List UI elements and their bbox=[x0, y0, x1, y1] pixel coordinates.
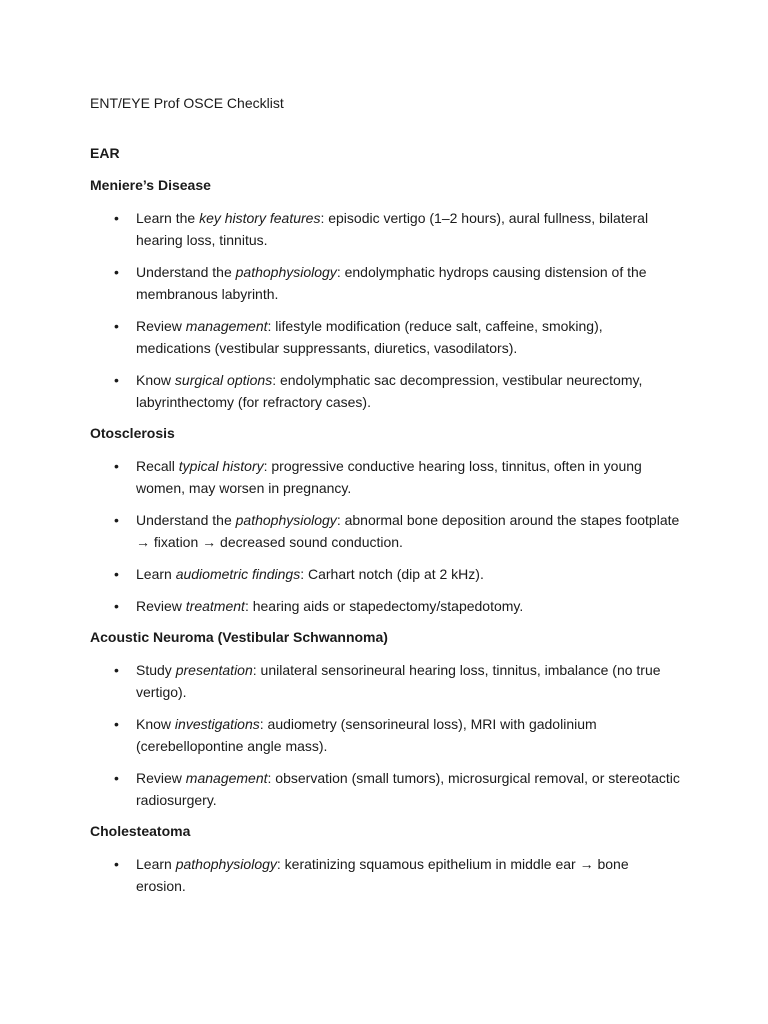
document-title: ENT/EYE Prof OSCE Checklist bbox=[90, 95, 284, 111]
bullet-icon: • bbox=[114, 512, 119, 528]
list-item: • Understand the pathophysiology: endolymphatic hydrops causing distension of the membranous labyrinth. bbox=[90, 261, 681, 305]
list-item: • Learn pathophysiology: keratinizing squamous epithelium in middle ear → bone erosion. bbox=[90, 853, 681, 897]
bullet-icon: • bbox=[114, 716, 119, 732]
bullet-icon: • bbox=[114, 372, 119, 388]
subsection-cholesteatoma bbox=[90, 821, 690, 897]
list-item: • Study presentation: unilateral sensorineural hearing loss, tinnitus, imbalance (no true vertigo). bbox=[90, 659, 681, 703]
section-title-ear: EAR bbox=[90, 145, 120, 161]
checklist bbox=[90, 207, 690, 413]
checklist bbox=[90, 455, 690, 617]
subsection-otosclerosis bbox=[90, 423, 690, 617]
bullet-icon: • bbox=[114, 318, 119, 334]
bullet-icon: • bbox=[114, 770, 119, 786]
bullet-icon: • bbox=[114, 856, 119, 872]
bullet-icon: • bbox=[114, 662, 119, 678]
list-item: • Review management: observation (small tumors), microsurgical removal, or stereotactic radiosurgery. bbox=[90, 767, 681, 811]
subsection-title: Otosclerosis bbox=[90, 425, 175, 441]
bullet-icon: • bbox=[114, 598, 119, 614]
subsection-title: Acoustic Neuroma (Vestibular Schwannoma) bbox=[90, 629, 388, 645]
list-item: • Know investigations: audiometry (sensorineural loss), MRI with gadolinium (cerebellopontine angle mass). bbox=[90, 713, 681, 757]
list-item: • Review treatment: hearing aids or stapedectomy/stapedotomy. bbox=[90, 595, 681, 617]
document-page bbox=[90, 93, 690, 907]
checklist bbox=[90, 659, 690, 811]
list-item: • Understand the pathophysiology: abnormal bone deposition around the stapes footplate → fixation → decreased sound conduction. bbox=[90, 509, 681, 553]
list-item: • Recall typical history: progressive conductive hearing loss, tinnitus, often in young women, may worsen in pregnancy. bbox=[90, 455, 681, 499]
subsection-title: Meniere’s Disease bbox=[90, 177, 211, 193]
list-item: • Learn audiometric findings: Carhart notch (dip at 2 kHz). bbox=[90, 563, 681, 585]
subsection-acoustic-neuroma bbox=[90, 627, 690, 811]
list-item: • Review management: lifestyle modification (reduce salt, caffeine, smoking), medications (vestibular suppressants, diuretics, vasodilators). bbox=[90, 315, 681, 359]
list-item: • Know surgical options: endolymphatic sac decompression, vestibular neurectomy, labyrinthectomy (for refractory cases). bbox=[90, 369, 681, 413]
checklist bbox=[90, 853, 690, 897]
subsection-menieres bbox=[90, 175, 690, 413]
bullet-icon: • bbox=[114, 458, 119, 474]
bullet-icon: • bbox=[114, 264, 119, 280]
subsection-title: Cholesteatoma bbox=[90, 823, 191, 839]
bullet-icon: • bbox=[114, 210, 119, 226]
bullet-icon: • bbox=[114, 566, 119, 582]
list-item: • Learn the key history features: episodic vertigo (1–2 hours), aural fullness, bilateral hearing loss, tinnitus. bbox=[90, 207, 681, 251]
